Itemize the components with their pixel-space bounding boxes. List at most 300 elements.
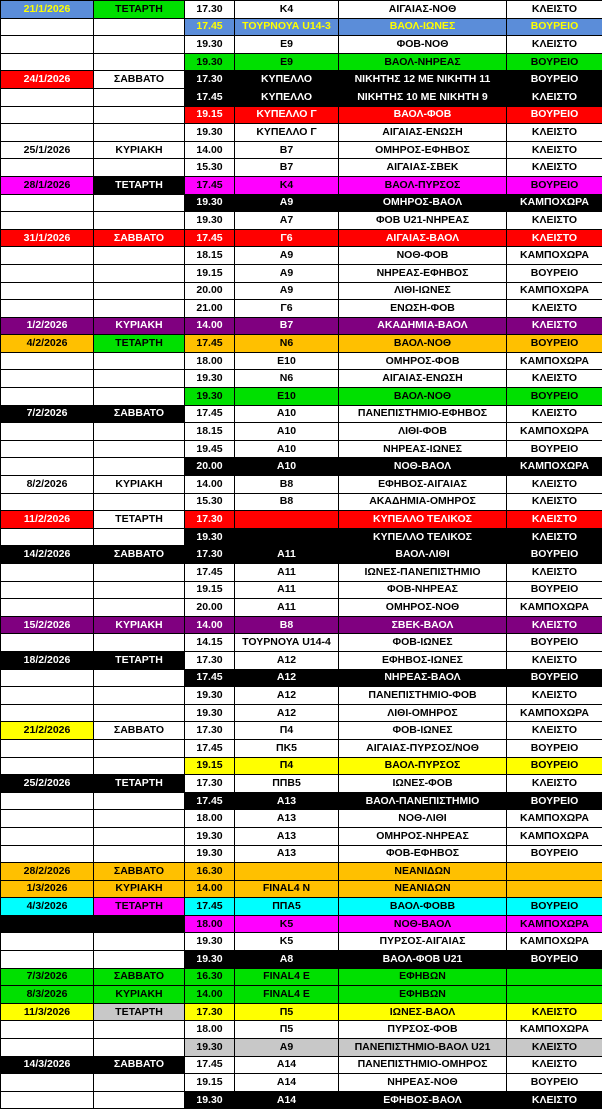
table-row xyxy=(1,405,602,423)
venue-cell: ΚΑΜΠΟΧΩΡΑ xyxy=(507,282,602,300)
time-cell: 18.00 xyxy=(185,915,235,933)
table-row xyxy=(1,282,602,300)
table-row xyxy=(1,106,602,124)
table-row xyxy=(1,440,602,458)
venue-cell xyxy=(507,863,602,881)
date-cell xyxy=(1,669,94,687)
venue-cell: ΒΟΥΡΕΙΟ xyxy=(507,18,602,36)
code-cell: Ε10 xyxy=(235,388,339,406)
day-cell: ΣΑΒΒΑΤΟ xyxy=(94,722,185,740)
table-row xyxy=(1,968,602,986)
date-cell xyxy=(1,388,94,406)
venue-cell: ΒΟΥΡΕΙΟ xyxy=(507,335,602,353)
match-cell: ΦΟΒ-ΝΗΡΕΑΣ xyxy=(339,581,507,599)
code-cell: ΤΟΥΡΝΟΥΑ U14-3 xyxy=(235,18,339,36)
time-cell: 19.30 xyxy=(185,827,235,845)
venue-cell: ΚΛΕΙΣΤΟ xyxy=(507,564,602,582)
day-cell xyxy=(94,212,185,230)
code-cell: Α10 xyxy=(235,405,339,423)
match-cell: ΒΑΟΛ-ΝΟΘ xyxy=(339,335,507,353)
venue-cell: ΚΛΕΙΣΤΟ xyxy=(507,317,602,335)
time-cell: 17.30 xyxy=(185,1,235,19)
day-cell xyxy=(94,1074,185,1092)
code-cell: Α13 xyxy=(235,792,339,810)
time-cell: 19.15 xyxy=(185,1074,235,1092)
code-cell: Γ6 xyxy=(235,300,339,318)
day-cell xyxy=(94,124,185,142)
table-row xyxy=(1,845,602,863)
venue-cell: ΒΟΥΡΕΙΟ xyxy=(507,792,602,810)
venue-cell: ΒΟΥΡΕΙΟ xyxy=(507,53,602,71)
time-cell: 15.30 xyxy=(185,493,235,511)
match-cell: ΒΑΟΛ-ΦΟΒ U21 xyxy=(339,951,507,969)
date-cell: 24/1/2026 xyxy=(1,71,94,89)
day-cell: ΣΑΒΒΑΤΟ xyxy=(94,71,185,89)
date-cell xyxy=(1,458,94,476)
venue-cell xyxy=(507,968,602,986)
match-cell: ΚΥΠΕΛΛΟ ΤΕΛΙΚΟΣ xyxy=(339,511,507,529)
venue-cell: ΒΟΥΡΕΙΟ xyxy=(507,264,602,282)
table-row xyxy=(1,669,602,687)
code-cell: Α11 xyxy=(235,599,339,617)
date-cell xyxy=(1,88,94,106)
table-row xyxy=(1,388,602,406)
code-cell: ΚΥΠΕΛΛΟ Γ xyxy=(235,124,339,142)
table-row xyxy=(1,687,602,705)
code-cell: Β8 xyxy=(235,616,339,634)
day-cell xyxy=(94,106,185,124)
day-cell xyxy=(94,704,185,722)
table-row xyxy=(1,898,602,916)
table-row xyxy=(1,1003,602,1021)
table-row xyxy=(1,915,602,933)
time-cell: 17.30 xyxy=(185,775,235,793)
table-row xyxy=(1,827,602,845)
time-cell: 19.30 xyxy=(185,704,235,722)
time-cell: 17.45 xyxy=(185,792,235,810)
venue-cell: ΚΛΕΙΣΤΟ xyxy=(507,687,602,705)
venue-cell: ΚΛΕΙΣΤΟ xyxy=(507,493,602,511)
match-cell: ΒΑΟΛ-ΠΑΝΕΠΙΣΤΗΜΙΟ xyxy=(339,792,507,810)
code-cell: Α12 xyxy=(235,669,339,687)
match-cell: ΙΩΝΕΣ-ΒΑΟΛ xyxy=(339,1003,507,1021)
date-cell xyxy=(1,159,94,177)
table-row xyxy=(1,247,602,265)
date-cell xyxy=(1,757,94,775)
venue-cell: ΒΟΥΡΕΙΟ xyxy=(507,106,602,124)
day-cell: ΚΥΡΙΑΚΗ xyxy=(94,616,185,634)
table-row xyxy=(1,863,602,881)
date-cell: 14/3/2026 xyxy=(1,1056,94,1074)
match-cell: ΝΟΘ-ΒΑΟΛ xyxy=(339,458,507,476)
venue-cell: ΚΛΕΙΣΤΟ xyxy=(507,616,602,634)
time-cell: 17.30 xyxy=(185,722,235,740)
date-cell xyxy=(1,1021,94,1039)
date-cell xyxy=(1,1039,94,1057)
time-cell: 17.45 xyxy=(185,405,235,423)
code-cell: Α12 xyxy=(235,687,339,705)
time-cell: 17.30 xyxy=(185,511,235,529)
table-row xyxy=(1,1056,602,1074)
code-cell: Α7 xyxy=(235,212,339,230)
match-cell: ΟΜΗΡΟΣ-ΦΟΒ xyxy=(339,352,507,370)
day-cell xyxy=(94,1091,185,1109)
match-cell: ΦΟΒ-ΕΦΗΒΟΣ xyxy=(339,845,507,863)
table-row xyxy=(1,546,602,564)
time-cell: 19.30 xyxy=(185,1091,235,1109)
date-cell: 18/2/2026 xyxy=(1,651,94,669)
day-cell: ΣΑΒΒΑΤΟ xyxy=(94,546,185,564)
match-cell: ΑΚΑΔΗΜΙΑ-ΒΑΟΛ xyxy=(339,317,507,335)
day-cell xyxy=(94,300,185,318)
date-cell xyxy=(1,352,94,370)
table-row xyxy=(1,1,602,19)
code-cell: Α9 xyxy=(235,247,339,265)
day-cell xyxy=(94,739,185,757)
venue-cell: ΒΟΥΡΕΙΟ xyxy=(507,739,602,757)
code-cell xyxy=(235,528,339,546)
code-cell: Α12 xyxy=(235,704,339,722)
match-cell: ΒΑΟΛ-ΦΟΒΒ xyxy=(339,898,507,916)
table-row xyxy=(1,212,602,230)
day-cell xyxy=(94,1039,185,1057)
match-cell: ΟΜΗΡΟΣ-ΝΗΡΕΑΣ xyxy=(339,827,507,845)
table-row xyxy=(1,423,602,441)
code-cell: Β8 xyxy=(235,476,339,494)
match-cell: ΠΥΡΣΟΣ-ΦΟΒ xyxy=(339,1021,507,1039)
day-cell xyxy=(94,458,185,476)
table-row xyxy=(1,722,602,740)
match-cell: ΝΕΑΝΙΔΩΝ xyxy=(339,863,507,881)
time-cell: 14.00 xyxy=(185,616,235,634)
table-row xyxy=(1,1021,602,1039)
code-cell: Α10 xyxy=(235,440,339,458)
venue-cell: ΚΛΕΙΣΤΟ xyxy=(507,722,602,740)
match-cell: ΦΟΒ-ΙΩΝΕΣ xyxy=(339,634,507,652)
day-cell: ΣΑΒΒΑΤΟ xyxy=(94,229,185,247)
table-row xyxy=(1,1039,602,1057)
time-cell: 21.00 xyxy=(185,300,235,318)
date-cell xyxy=(1,915,94,933)
table-row xyxy=(1,775,602,793)
code-cell: Β7 xyxy=(235,159,339,177)
table-row xyxy=(1,229,602,247)
table-row xyxy=(1,18,602,36)
date-cell xyxy=(1,564,94,582)
code-cell: ΠΠΑ5 xyxy=(235,898,339,916)
date-cell xyxy=(1,704,94,722)
time-cell: 14.00 xyxy=(185,986,235,1004)
venue-cell: ΒΟΥΡΕΙΟ xyxy=(507,951,602,969)
code-cell: Α10 xyxy=(235,458,339,476)
day-cell xyxy=(94,388,185,406)
date-cell: 8/2/2026 xyxy=(1,476,94,494)
venue-cell: ΚΛΕΙΣΤΟ xyxy=(507,141,602,159)
day-cell xyxy=(94,36,185,54)
day-cell: ΚΥΡΙΑΚΗ xyxy=(94,317,185,335)
day-cell xyxy=(94,53,185,71)
code-cell: Α13 xyxy=(235,845,339,863)
time-cell: 19.30 xyxy=(185,951,235,969)
day-cell: ΣΑΒΒΑΤΟ xyxy=(94,1056,185,1074)
venue-cell: ΒΟΥΡΕΙΟ xyxy=(507,669,602,687)
code-cell: Κ5 xyxy=(235,915,339,933)
date-cell: 8/3/2026 xyxy=(1,986,94,1004)
venue-cell: ΒΟΥΡΕΙΟ xyxy=(507,898,602,916)
time-cell: 16.30 xyxy=(185,968,235,986)
day-cell xyxy=(94,687,185,705)
table-row xyxy=(1,88,602,106)
venue-cell: ΒΟΥΡΕΙΟ xyxy=(507,1074,602,1092)
day-cell: ΚΥΡΙΑΚΗ xyxy=(94,986,185,1004)
table-row xyxy=(1,317,602,335)
schedule-body xyxy=(1,1,602,1109)
day-cell: ΤΕΤΑΡΤΗ xyxy=(94,335,185,353)
day-cell xyxy=(94,845,185,863)
match-cell: ΒΑΟΛ-ΠΥΡΣΟΣ xyxy=(339,176,507,194)
table-row xyxy=(1,757,602,775)
code-cell: ΠΠΒ5 xyxy=(235,775,339,793)
day-cell xyxy=(94,247,185,265)
venue-cell: ΚΛΕΙΣΤΟ xyxy=(507,212,602,230)
venue-cell xyxy=(507,986,602,1004)
time-cell: 18.00 xyxy=(185,1021,235,1039)
time-cell: 17.45 xyxy=(185,176,235,194)
date-cell xyxy=(1,634,94,652)
time-cell: 20.00 xyxy=(185,599,235,617)
venue-cell: ΒΟΥΡΕΙΟ xyxy=(507,176,602,194)
table-row xyxy=(1,651,602,669)
date-cell xyxy=(1,687,94,705)
venue-cell: ΚΑΜΠΟΧΩΡΑ xyxy=(507,194,602,212)
match-cell: ΒΑΟΛ-ΝΗΡΕΑΣ xyxy=(339,53,507,71)
day-cell: ΣΑΒΒΑΤΟ xyxy=(94,863,185,881)
date-cell xyxy=(1,106,94,124)
day-cell xyxy=(94,370,185,388)
date-cell: 31/1/2026 xyxy=(1,229,94,247)
day-cell xyxy=(94,915,185,933)
code-cell: Ε10 xyxy=(235,352,339,370)
match-cell: ΑΚΑΔΗΜΙΑ-ΟΜΗΡΟΣ xyxy=(339,493,507,511)
table-row xyxy=(1,370,602,388)
match-cell: ΑΙΓΑΙΑΣ-ΕΝΩΣΗ xyxy=(339,370,507,388)
venue-cell: ΚΛΕΙΣΤΟ xyxy=(507,159,602,177)
code-cell: Π5 xyxy=(235,1003,339,1021)
code-cell: Α14 xyxy=(235,1074,339,1092)
day-cell: ΤΕΤΑΡΤΗ xyxy=(94,1,185,19)
table-row xyxy=(1,810,602,828)
venue-cell: ΚΛΕΙΣΤΟ xyxy=(507,1003,602,1021)
code-cell: Α13 xyxy=(235,810,339,828)
match-cell: ΠΑΝΕΠΙΣΤΗΜΙΟ-ΒΑΟΛ U21 xyxy=(339,1039,507,1057)
code-cell: ΚΥΠΕΛΛΟ xyxy=(235,71,339,89)
date-cell xyxy=(1,18,94,36)
code-cell: Π4 xyxy=(235,722,339,740)
time-cell: 14.00 xyxy=(185,476,235,494)
code-cell: Α12 xyxy=(235,651,339,669)
venue-cell: ΒΟΥΡΕΙΟ xyxy=(507,634,602,652)
date-cell xyxy=(1,282,94,300)
match-cell: ΝΗΡΕΑΣ-ΕΦΗΒΟΣ xyxy=(339,264,507,282)
venue-cell: ΚΛΕΙΣΤΟ xyxy=(507,88,602,106)
date-cell xyxy=(1,810,94,828)
table-row xyxy=(1,581,602,599)
match-cell: ΝΙΚΗΤΗΣ 10 ΜΕ ΝΙΚΗΤΗ 9 xyxy=(339,88,507,106)
table-row xyxy=(1,739,602,757)
time-cell: 18.00 xyxy=(185,810,235,828)
time-cell: 19.45 xyxy=(185,440,235,458)
match-cell: ΠΑΝΕΠΙΣΤΗΜΙΟ-ΦΟΒ xyxy=(339,687,507,705)
time-cell: 17.30 xyxy=(185,1003,235,1021)
code-cell: ΚΥΠΕΛΛΟ xyxy=(235,88,339,106)
day-cell xyxy=(94,599,185,617)
table-row xyxy=(1,194,602,212)
time-cell: 14.00 xyxy=(185,317,235,335)
day-cell xyxy=(94,528,185,546)
day-cell xyxy=(94,18,185,36)
day-cell xyxy=(94,423,185,441)
venue-cell: ΚΛΕΙΣΤΟ xyxy=(507,1056,602,1074)
date-cell xyxy=(1,300,94,318)
code-cell: Α9 xyxy=(235,264,339,282)
table-row xyxy=(1,880,602,898)
time-cell: 18.15 xyxy=(185,423,235,441)
time-cell: 19.30 xyxy=(185,370,235,388)
time-cell: 14.15 xyxy=(185,634,235,652)
day-cell xyxy=(94,282,185,300)
code-cell: Β7 xyxy=(235,317,339,335)
venue-cell: ΚΑΜΠΟΧΩΡΑ xyxy=(507,915,602,933)
time-cell: 17.30 xyxy=(185,651,235,669)
date-cell xyxy=(1,599,94,617)
match-cell: ΟΜΗΡΟΣ-ΝΟΘ xyxy=(339,599,507,617)
time-cell: 17.45 xyxy=(185,898,235,916)
table-row xyxy=(1,352,602,370)
date-cell: 28/1/2026 xyxy=(1,176,94,194)
day-cell: ΣΑΒΒΑΤΟ xyxy=(94,968,185,986)
time-cell: 14.00 xyxy=(185,141,235,159)
time-cell: 19.30 xyxy=(185,36,235,54)
code-cell: Γ6 xyxy=(235,229,339,247)
match-cell: ΕΝΩΣΗ-ΦΟΒ xyxy=(339,300,507,318)
code-cell: Α13 xyxy=(235,827,339,845)
code-cell: Π5 xyxy=(235,1021,339,1039)
venue-cell: ΚΑΜΠΟΧΩΡΑ xyxy=(507,423,602,441)
time-cell: 17.45 xyxy=(185,1056,235,1074)
match-cell: ΠΥΡΣΟΣ-ΑΙΓΑΙΑΣ xyxy=(339,933,507,951)
match-cell: ΕΦΗΒΟΣ-ΑΙΓΑΙΑΣ xyxy=(339,476,507,494)
table-row xyxy=(1,36,602,54)
match-cell: ΠΑΝΕΠΙΣΤΗΜΙΟ-ΟΜΗΡΟΣ xyxy=(339,1056,507,1074)
venue-cell: ΚΛΕΙΣΤΟ xyxy=(507,1,602,19)
time-cell: 17.30 xyxy=(185,71,235,89)
time-cell: 17.30 xyxy=(185,546,235,564)
code-cell: FINAL4 Ε xyxy=(235,968,339,986)
time-cell: 19.30 xyxy=(185,687,235,705)
day-cell xyxy=(94,634,185,652)
code-cell: Α11 xyxy=(235,581,339,599)
venue-cell: ΒΟΥΡΕΙΟ xyxy=(507,546,602,564)
code-cell: Α11 xyxy=(235,564,339,582)
venue-cell: ΒΟΥΡΕΙΟ xyxy=(507,581,602,599)
date-cell xyxy=(1,440,94,458)
date-cell xyxy=(1,951,94,969)
match-cell: ΝΙΚΗΤΗΣ 12 ΜΕ ΝΙΚΗΤΗ 11 xyxy=(339,71,507,89)
time-cell: 20.00 xyxy=(185,458,235,476)
date-cell xyxy=(1,792,94,810)
code-cell: Α9 xyxy=(235,194,339,212)
day-cell xyxy=(94,1021,185,1039)
venue-cell: ΚΛΕΙΣΤΟ xyxy=(507,370,602,388)
day-cell xyxy=(94,581,185,599)
day-cell: ΤΕΤΑΡΤΗ xyxy=(94,898,185,916)
table-row xyxy=(1,511,602,529)
table-row xyxy=(1,159,602,177)
day-cell xyxy=(94,757,185,775)
venue-cell: ΚΑΜΠΟΧΩΡΑ xyxy=(507,599,602,617)
day-cell xyxy=(94,352,185,370)
date-cell xyxy=(1,53,94,71)
match-cell: ΝΕΑΝΙΔΩΝ xyxy=(339,880,507,898)
date-cell: 1/2/2026 xyxy=(1,317,94,335)
day-cell xyxy=(94,669,185,687)
code-cell: Α11 xyxy=(235,546,339,564)
date-cell xyxy=(1,845,94,863)
venue-cell: ΚΛΕΙΣΤΟ xyxy=(507,300,602,318)
match-cell: ΦΟΒ U21-ΝΗΡΕΑΣ xyxy=(339,212,507,230)
match-cell: ΛΙΘΙ-ΟΜΗΡΟΣ xyxy=(339,704,507,722)
code-cell: Β8 xyxy=(235,493,339,511)
day-cell xyxy=(94,951,185,969)
venue-cell: ΚΑΜΠΟΧΩΡΑ xyxy=(507,704,602,722)
table-row xyxy=(1,599,602,617)
table-row xyxy=(1,1074,602,1092)
match-cell: ΝΗΡΕΑΣ-ΝΟΘ xyxy=(339,1074,507,1092)
table-row xyxy=(1,528,602,546)
date-cell: 25/1/2026 xyxy=(1,141,94,159)
day-cell xyxy=(94,493,185,511)
time-cell: 17.45 xyxy=(185,229,235,247)
match-cell: ΕΦΗΒΟΣ-ΙΩΝΕΣ xyxy=(339,651,507,669)
day-cell xyxy=(94,933,185,951)
table-row xyxy=(1,71,602,89)
date-cell xyxy=(1,493,94,511)
date-cell xyxy=(1,124,94,142)
venue-cell: ΚΑΜΠΟΧΩΡΑ xyxy=(507,352,602,370)
match-cell: ΑΙΓΑΙΑΣ-ΝΟΘ xyxy=(339,1,507,19)
code-cell: ΚΥΠΕΛΛΟ Γ xyxy=(235,106,339,124)
time-cell: 19.15 xyxy=(185,581,235,599)
time-cell: 16.30 xyxy=(185,863,235,881)
day-cell: ΤΕΤΑΡΤΗ xyxy=(94,651,185,669)
table-row xyxy=(1,986,602,1004)
match-cell: ΒΑΟΛ-ΙΩΝΕΣ xyxy=(339,18,507,36)
venue-cell: ΚΛΕΙΣΤΟ xyxy=(507,124,602,142)
match-cell: ΕΦΗΒΟΣ-ΒΑΟΛ xyxy=(339,1091,507,1109)
table-row xyxy=(1,458,602,476)
code-cell: FINAL4 Ε xyxy=(235,986,339,1004)
code-cell: Α10 xyxy=(235,423,339,441)
date-cell: 1/3/2026 xyxy=(1,880,94,898)
match-cell: ΒΑΟΛ-ΠΥΡΣΟΣ xyxy=(339,757,507,775)
day-cell xyxy=(94,264,185,282)
table-row xyxy=(1,951,602,969)
code-cell: Ε9 xyxy=(235,53,339,71)
table-row xyxy=(1,53,602,71)
time-cell: 19.30 xyxy=(185,194,235,212)
venue-cell: ΚΛΕΙΣΤΟ xyxy=(507,229,602,247)
time-cell: 14.00 xyxy=(185,880,235,898)
